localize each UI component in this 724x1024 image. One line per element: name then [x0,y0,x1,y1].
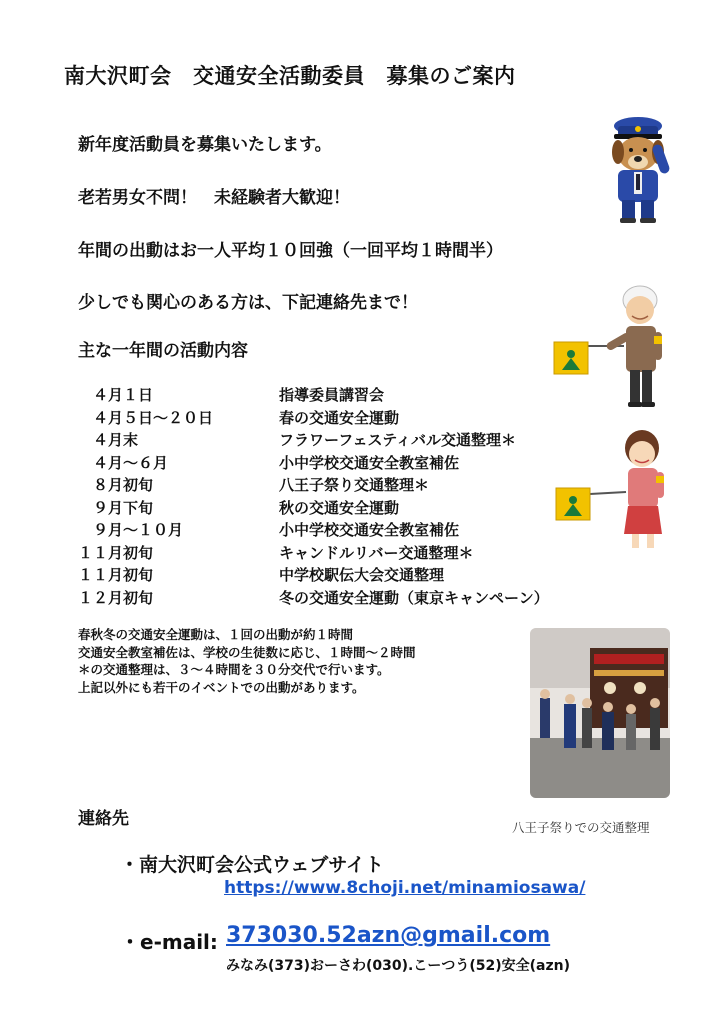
schedule-event: 指導委員講習会 [279,386,385,404]
schedule-event: 小中学校交通安全教室補佐 [279,521,460,539]
schedule-event: 冬の交通安全運動（東京キャンペーン） [279,588,549,607]
schedule-row [78,429,638,452]
schedule-event: フラワーフェスティバル交通整理＊ [279,431,517,449]
schedule-row [78,542,638,565]
note-line: 春秋冬の交通安全運動は、１回の出動が約１時間 [78,627,354,642]
schedule-date: １１月初旬 [78,566,154,584]
schedule-row [78,452,638,475]
email-mnemonic: みなみ(373)おーさわ(030).こーつう(52)安全(azn) [226,958,570,974]
note-line: 上記以外にも若干のイベントでの出動があります。 [78,679,365,695]
schedule-row [78,474,638,497]
website-link[interactable]: https://www.8choji.net/minamiosawa/ [224,878,586,898]
schedule-event: 秋の交通安全運動 [279,498,400,517]
activities-heading: 主な一年間の活動内容 [78,341,248,361]
schedule-row [78,497,638,520]
photo-caption: 八王子祭りでの交通整理 [512,820,650,835]
schedule-row [78,407,638,430]
schedule-date: ９月下旬 [78,498,154,517]
schedule-date: ４月５日～２０日 [78,408,214,427]
schedule-event: キャンドルリバー交通整理＊ [279,543,474,562]
website-label: ・南大沢町会公式ウェブサイト [120,854,384,876]
schedule-date: １１月初旬 [78,543,154,562]
schedule-row [78,384,638,407]
schedule-event: 八王子祭り交通整理＊ [279,476,430,494]
police-dog-illustration [598,112,684,224]
lead-recruit: 新年度活動員を募集いたします。 [78,135,332,155]
schedule-date: １２月初旬 [78,588,154,607]
lead-frequency: 年間の出動はお一人平均１０回強（一回平均１時間半） [78,241,503,261]
activity-schedule [78,384,638,609]
schedule-date: ４月１日 [78,386,154,404]
schedule-date: ９月～１０月 [78,521,184,539]
lead-welcome: 老若男女不問！ 未経験者大歓迎！ [78,188,350,208]
schedule-date: ４月末 [78,431,139,449]
page-title: 南大沢町会 交通安全活動委員 募集のご案内 [64,64,516,88]
festival-photo [530,628,670,798]
note-line: 交通安全教室補佐は、学校の生徒数に応じ、１時間～２時間 [78,644,416,660]
email-link[interactable]: 373030.52azn@gmail.com [226,923,551,948]
schedule-date: ８月初旬 [78,476,154,494]
lead-contact-call: 少しでも関心のある方は、下記連絡先まで！ [78,293,418,313]
contact-heading: 連絡先 [78,809,129,829]
email-label: ・e-mail: [120,930,218,954]
schedule-event: 小中学校交通安全教室補佐 [279,453,460,472]
schedule-row [78,564,638,587]
note-line: ＊の交通整理は、３～４時間を３０分交代で行います。 [78,662,390,677]
schedule-event: 春の交通安全運動 [279,408,400,427]
activity-notes [78,626,416,696]
schedule-event: 中学校駅伝大会交通整理 [279,566,445,584]
schedule-date: ４月～６月 [78,453,169,472]
schedule-row [78,587,638,610]
schedule-row [78,519,638,542]
